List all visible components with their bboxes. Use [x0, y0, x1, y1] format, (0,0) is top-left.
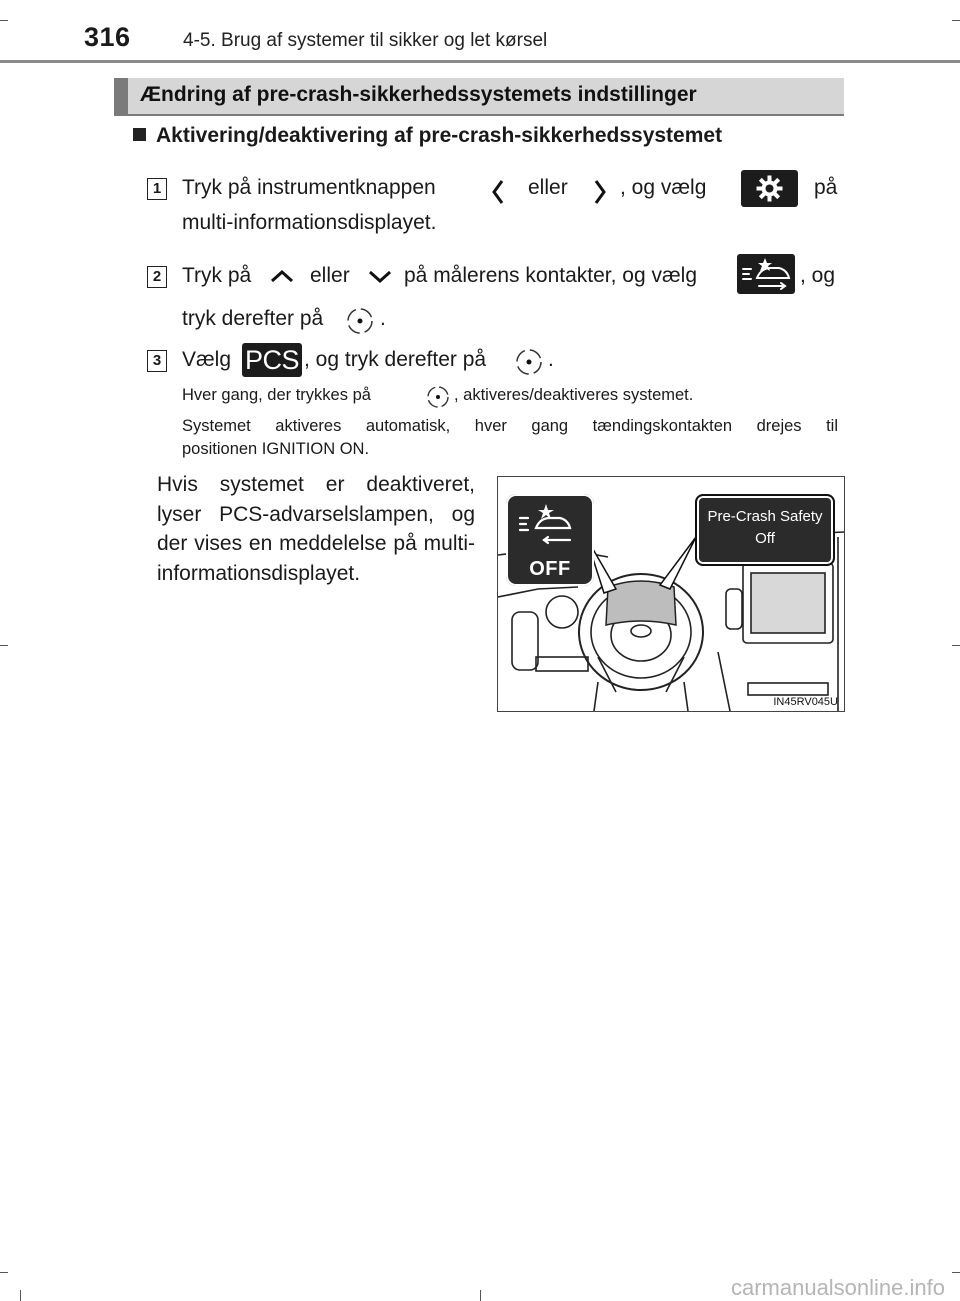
pre-crash-off-icon [506, 494, 594, 558]
figure-code: IN45RV045U [773, 696, 838, 708]
step-number-3: 3 [147, 350, 167, 372]
pre-crash-safety-icon [737, 254, 795, 294]
step2-text-c: på målerens kontakter, og vælg [404, 264, 697, 287]
step1-text-a: Tryk på instrumentknappen [182, 176, 436, 199]
square-bullet-icon [133, 128, 146, 141]
step2-line2-b: . [380, 307, 386, 330]
step1-text-d: på [814, 176, 838, 199]
step2-text-b: eller [310, 264, 350, 287]
settings-gear-icon [741, 170, 798, 207]
pcs-icon-label: PCS [244, 344, 300, 375]
header-rule [0, 60, 960, 63]
crop-mark [952, 20, 960, 21]
step3-text-a: Vælg [182, 348, 232, 371]
subsection-heading [133, 124, 722, 148]
enter-button-icon [514, 347, 544, 377]
crop-mark [0, 1272, 8, 1273]
pcs-warning-paragraph: Hvis systemet er deaktiveret, lyser PCS-advarselslampen, og der vises en meddelelse på multi-informationsdisplayet. [157, 473, 475, 585]
step-number-1: 1 [147, 178, 167, 200]
section-heading-text: Ændring af pre-crash-sikkerhedssystemets indstillinger [140, 83, 697, 106]
message-line-2: Off [755, 530, 775, 547]
chevron-up-icon [268, 266, 296, 286]
watermark: carmanualsonline.info [730, 1275, 945, 1300]
page-number: 316 [84, 22, 131, 52]
message-line-1: Pre-Crash Safety [707, 508, 823, 525]
crop-mark [952, 645, 960, 646]
enter-button-icon [345, 306, 375, 336]
chevron-right-icon [590, 178, 610, 206]
crop-mark [0, 20, 8, 21]
pcs-icon [242, 343, 302, 377]
step2-text-a: Tryk på [182, 264, 252, 287]
step3-note1-a: Hver gang, der trykkes på [182, 386, 371, 404]
step2-text-d: , og [800, 264, 836, 287]
chevron-left-icon [488, 178, 508, 206]
step3-note2-line2: positionen IGNITION ON. [182, 440, 370, 458]
step3-note2-line1: Systemet aktiveres automatisk, hver gang tændingskontakten drejes til [182, 417, 838, 435]
off-label: OFF [529, 558, 571, 580]
enter-button-icon [425, 384, 451, 410]
step-number-2: 2 [147, 266, 167, 288]
pre-crash-message-callout [695, 494, 835, 566]
step2-line2-a: tryk derefter på [182, 307, 324, 330]
section-heading-rule [114, 114, 844, 116]
step1-text-c: , og vælg [620, 176, 707, 199]
section-heading [114, 78, 844, 114]
dashboard-figure [497, 476, 845, 712]
crop-mark [952, 1272, 960, 1273]
section-heading-bar [114, 78, 128, 114]
step1-line2: multi-informationsdisplayet. [182, 211, 437, 234]
pcs-warning-light-callout [506, 494, 594, 586]
subsection-heading-text: Aktivering/deaktivering af pre-crash-sikkerhedssystemet [156, 124, 723, 147]
step1-text-b: eller [528, 176, 568, 199]
step3-text-c: . [548, 348, 554, 371]
step3-note1-b: , aktiveres/deaktiveres systemet. [454, 386, 694, 404]
chevron-down-icon [366, 266, 394, 286]
crop-mark [0, 645, 8, 646]
chapter-title: 4-5. Brug af systemer til sikker og let kørsel [183, 30, 548, 51]
step3-text-b: , og tryk derefter på [304, 348, 487, 371]
